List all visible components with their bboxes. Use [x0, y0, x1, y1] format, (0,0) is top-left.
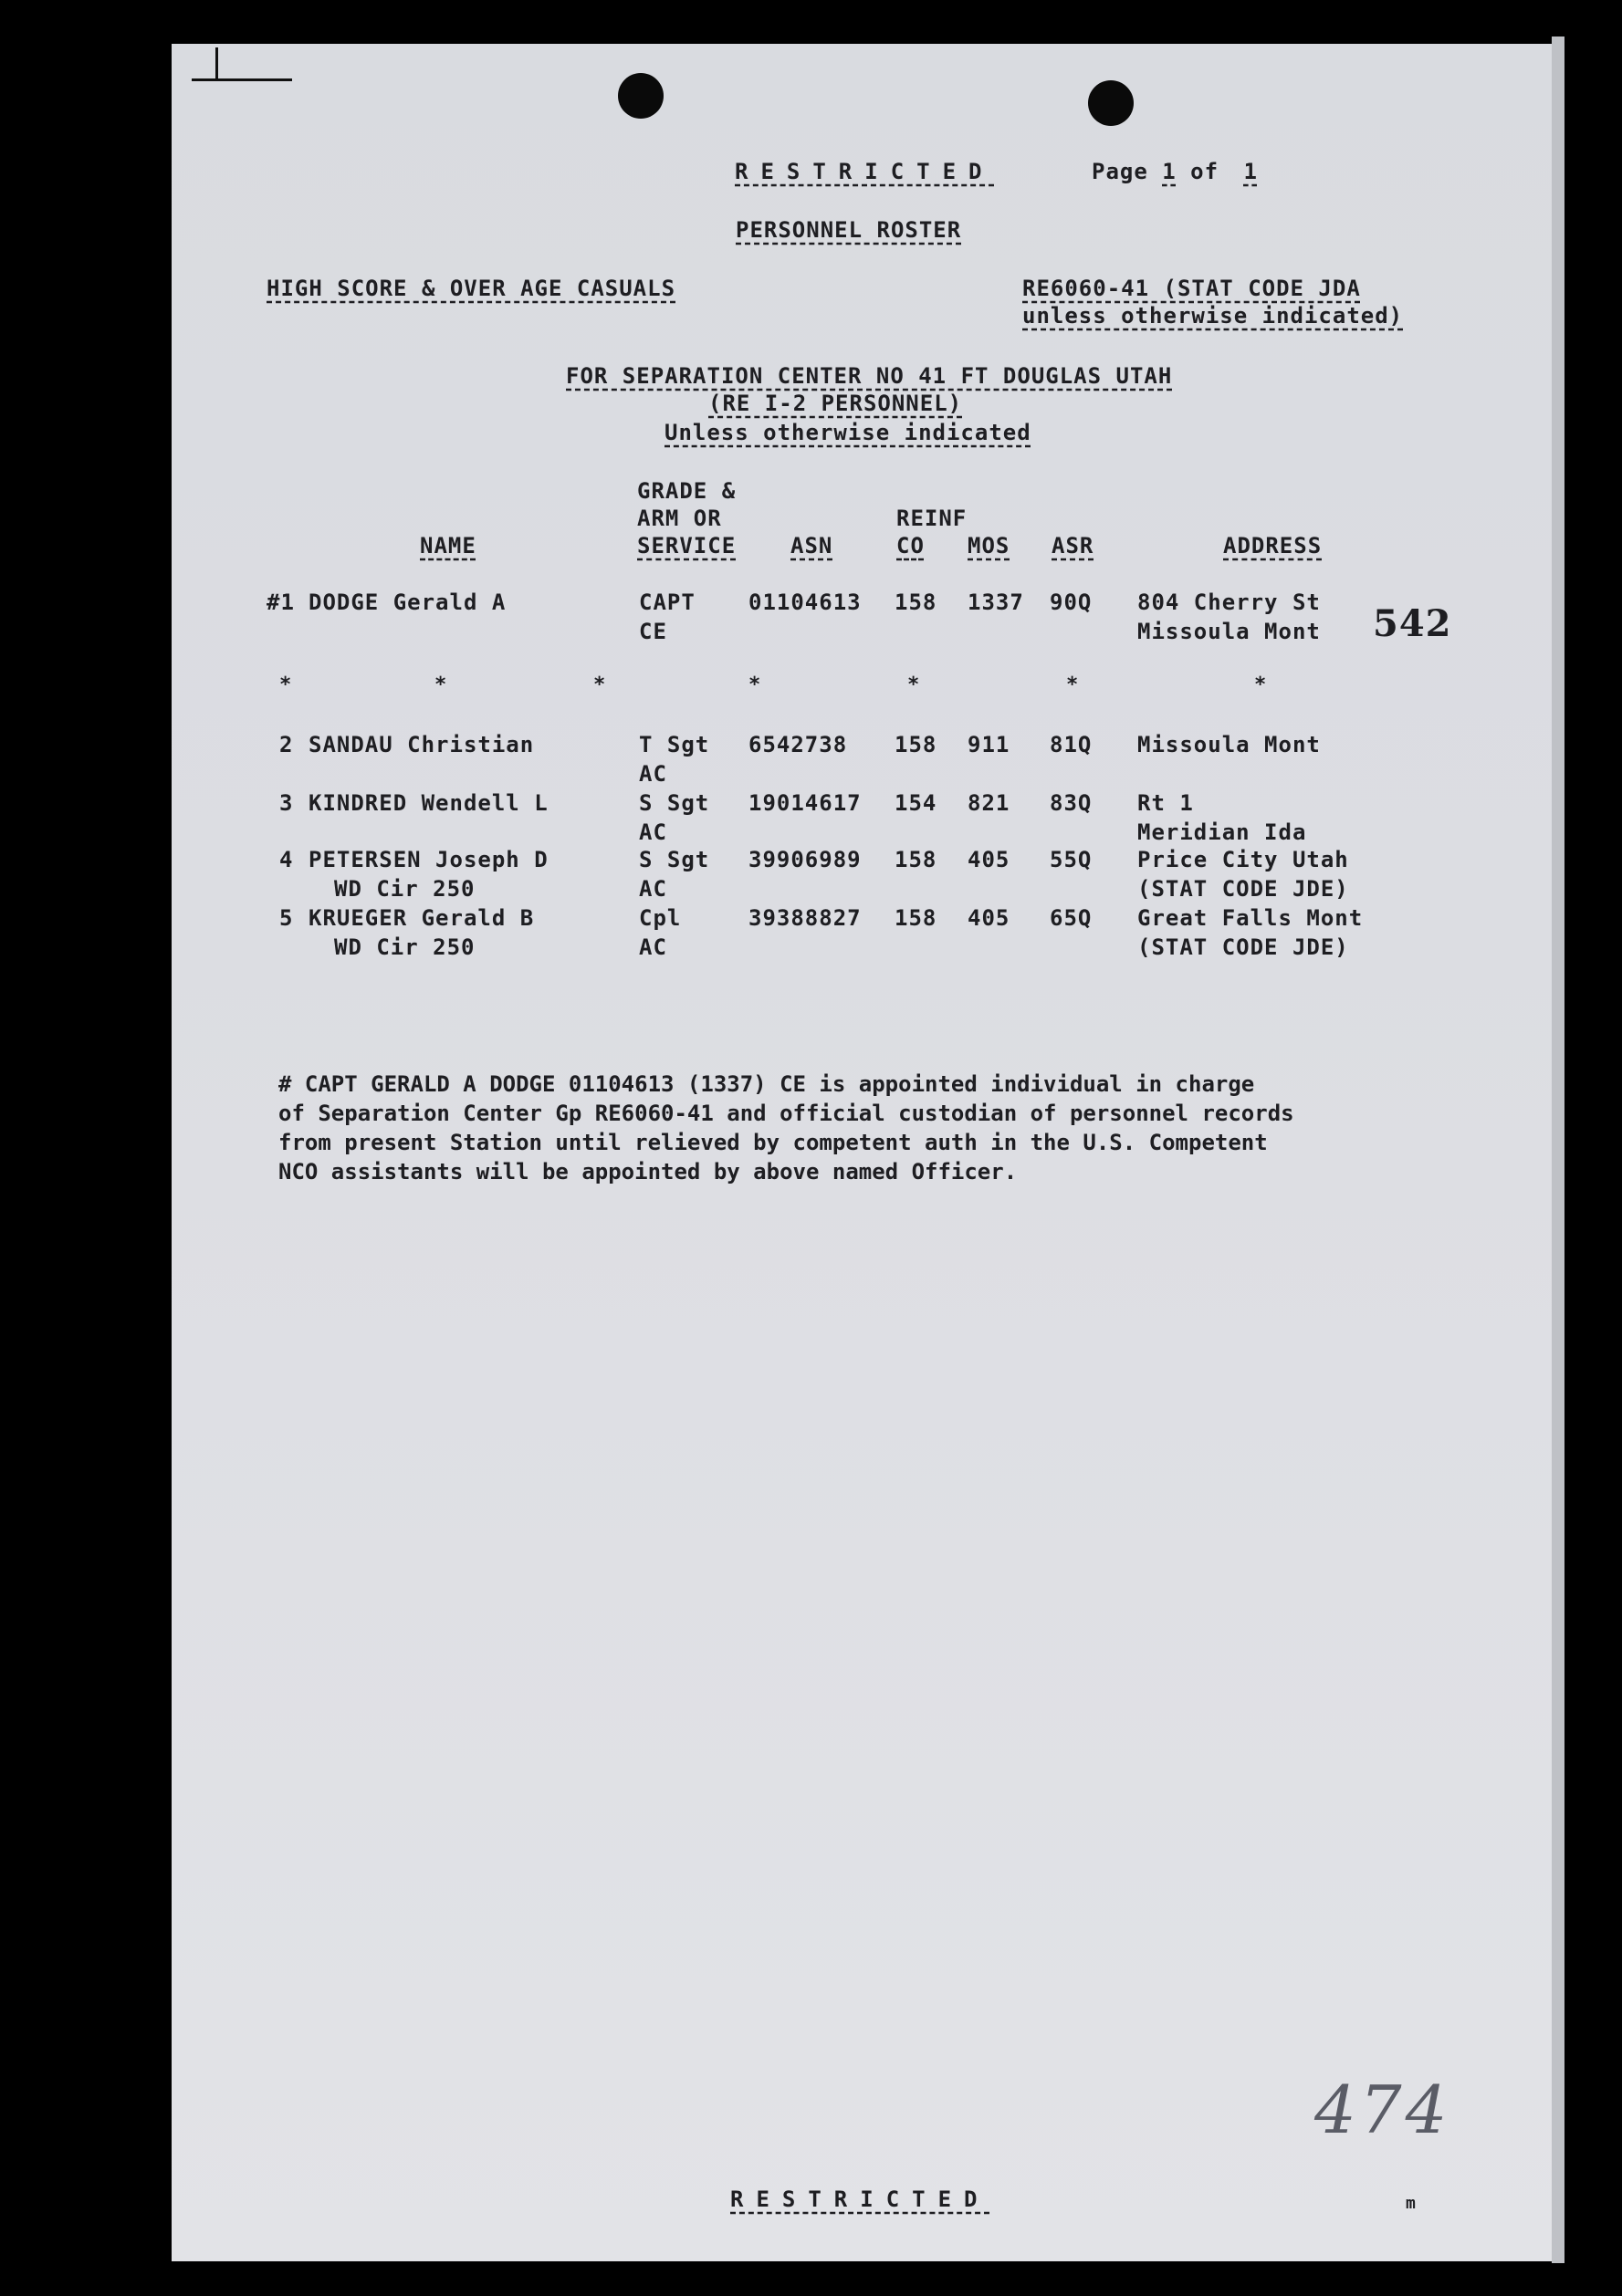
row-address-2: Missoula Mont: [1137, 619, 1321, 644]
row-address-1: Price City Utah: [1137, 847, 1349, 872]
separator-star: *: [1254, 673, 1267, 696]
col-grade-1: GRADE &: [637, 478, 737, 504]
page-edge: [1552, 37, 1564, 2263]
row-address-2: (STAT CODE JDE): [1137, 934, 1349, 960]
row-arm: CE: [639, 619, 667, 644]
separator-star: *: [279, 673, 292, 696]
row-number: 4: [279, 847, 294, 872]
row-asr: 81Q: [1050, 732, 1093, 757]
separator-star: *: [593, 673, 606, 696]
row-address-1: Missoula Mont: [1137, 732, 1321, 757]
group-code-line1: RE6060-41 (STAT CODE JDA: [1022, 276, 1361, 301]
destination-line1: FOR SEPARATION CENTER NO 41 FT DOUGLAS UTAH: [566, 363, 1173, 389]
row-mos: 405: [968, 847, 1010, 872]
row-subnote: WD Cir 250: [334, 934, 476, 960]
row-grade: Cpl: [639, 905, 682, 931]
group-code-line2: unless otherwise indicated): [1022, 303, 1404, 329]
restricted-footer: RESTRICTED: [730, 2186, 990, 2212]
row-asn: 39388827: [748, 905, 862, 931]
row-name: DODGE Gerald A: [309, 590, 507, 615]
roster-title: PERSONNEL ROSTER: [736, 217, 962, 243]
row-mos: 1337: [968, 590, 1024, 615]
row-asr: 90Q: [1050, 590, 1093, 615]
footer-mark: m: [1406, 2194, 1417, 2213]
row-arm: AC: [639, 934, 667, 960]
footnote-line: of Separation Center Gp RE6060-41 and official custodian of personnel records: [278, 1101, 1294, 1126]
footnote-line: from present Station until relieved by competent auth in the U.S. Competent: [278, 1130, 1268, 1155]
group-title: HIGH SCORE & OVER AGE CASUALS: [267, 276, 676, 301]
row-co: 158: [895, 847, 937, 872]
punch-hole: [1088, 80, 1134, 126]
row-grade: CAPT: [639, 590, 696, 615]
row-asn: 6542738: [748, 732, 848, 757]
row-co: 154: [895, 790, 937, 816]
separator-star: *: [748, 673, 761, 696]
col-grade-2: ARM OR: [637, 506, 722, 531]
row-asn: 19014617: [748, 790, 862, 816]
row-address-1: Great Falls Mont: [1137, 905, 1364, 931]
corner-mark: [192, 78, 292, 81]
row-number: 5: [279, 905, 294, 931]
row-asn: 39906989: [748, 847, 862, 872]
row-number: 3: [279, 790, 294, 816]
handwritten-number: 474: [1314, 2072, 1451, 2148]
row-mos: 911: [968, 732, 1010, 757]
row-address-1: 804 Cherry St: [1137, 590, 1321, 615]
row-name: PETERSEN Joseph D: [309, 847, 549, 872]
row-co: 158: [895, 905, 937, 931]
row-subnote: WD Cir 250: [334, 876, 476, 902]
row-arm: AC: [639, 876, 667, 902]
row-asr: 83Q: [1050, 790, 1093, 816]
row-grade: S Sgt: [639, 790, 710, 816]
footnote-line: NCO assistants will be appointed by above named Officer.: [278, 1159, 1018, 1185]
row-address-1: Rt 1: [1137, 790, 1194, 816]
row-number: 2: [279, 732, 294, 757]
col-reinf: REINF: [896, 506, 968, 531]
col-grade-3: SERVICE: [637, 533, 737, 558]
row-name: KINDRED Wendell L: [309, 790, 549, 816]
row-asr: 65Q: [1050, 905, 1093, 931]
row-name: KRUEGER Gerald B: [309, 905, 535, 931]
separator-star: *: [907, 673, 920, 696]
row-number: #1: [267, 590, 295, 615]
row-co: 158: [895, 590, 937, 615]
col-asn: ASN: [790, 533, 833, 558]
row-mos: 821: [968, 790, 1010, 816]
corner-mark: [215, 47, 218, 80]
page-of: of: [1190, 159, 1219, 184]
page-total: 1: [1243, 159, 1258, 184]
destination-line2: (RE I-2 PERSONNEL): [708, 391, 963, 416]
col-address: ADDRESS: [1223, 533, 1323, 558]
col-co: CO: [896, 533, 925, 558]
row-arm: AC: [639, 761, 667, 787]
row-grade: S Sgt: [639, 847, 710, 872]
punch-hole: [618, 73, 664, 119]
row-name: SANDAU Christian: [309, 732, 535, 757]
row-arm: AC: [639, 819, 667, 845]
page-number: 1: [1162, 159, 1177, 184]
separator-star: *: [1066, 673, 1079, 696]
restricted-header: RESTRICTED: [735, 159, 995, 184]
row-asn: 01104613: [748, 590, 862, 615]
row-co: 158: [895, 732, 937, 757]
row-address-2: (STAT CODE JDE): [1137, 876, 1349, 902]
row-asr: 55Q: [1050, 847, 1093, 872]
page-indicator: [1092, 159, 1274, 184]
row-grade: T Sgt: [639, 732, 710, 757]
row-address-2: Meridian Ida: [1137, 819, 1307, 845]
footnote: [278, 1070, 1419, 1186]
col-name: NAME: [420, 533, 476, 558]
row-mos: 405: [968, 905, 1010, 931]
col-mos: MOS: [968, 533, 1010, 558]
col-asr: ASR: [1052, 533, 1094, 558]
separator-star: *: [434, 673, 447, 696]
destination-line3: Unless otherwise indicated: [664, 420, 1031, 445]
page-label: Page: [1092, 159, 1148, 184]
footnote-line: # CAPT GERALD A DODGE 01104613 (1337) CE is appointed individual in charge: [278, 1071, 1255, 1097]
stamp-number: 542: [1373, 602, 1452, 645]
